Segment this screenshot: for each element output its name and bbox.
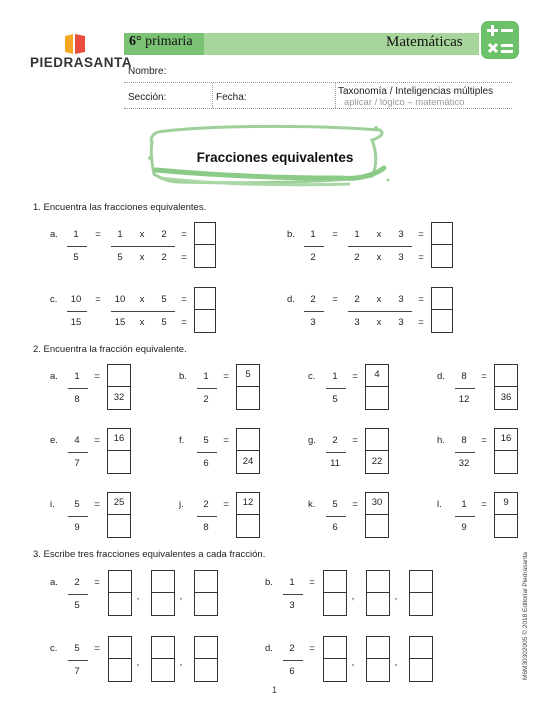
ex2-item-a-answer-box-bottom-value: 32 (113, 392, 125, 403)
ex2-item-h-answer-box-divider (494, 450, 518, 451)
ex1-item-c-answer-box[interactable] (194, 287, 216, 333)
ex2-item-k-letter: k. (308, 499, 316, 510)
ex2-item-a-answer-box-divider (107, 386, 131, 387)
ex1-item-c-given-numerator: 10 (70, 294, 82, 305)
ex2-item-h-answer-box-top-value: 16 (500, 433, 512, 444)
ex2-item-f-answer-box-bottom-value: 24 (242, 456, 254, 467)
ex1-item-b-equals: = (332, 229, 338, 240)
ex2-item-h-equals: = (481, 435, 487, 446)
ex2-item-j-given-numerator: 2 (203, 499, 209, 510)
ex2-item-e-answer-box-top-value: 16 (113, 433, 125, 444)
math-operations-icon (481, 21, 519, 59)
ex1-item-a-multiplier-top: 2 (161, 229, 167, 240)
ex2-item-f-letter: f. (179, 435, 185, 446)
ex1-item-d-equals-bottom: = (418, 317, 424, 328)
ex2-item-b-letter: b. (179, 371, 187, 382)
ex2-item-j-letter: j. (179, 499, 184, 510)
ex1-item-c-multiplier-bottom: 5 (161, 317, 167, 328)
ex1-item-b-answer-box[interactable] (431, 222, 453, 268)
exercise-2-instruction: 2. Encuentra la fracción equivalente. (33, 344, 187, 355)
ex2-item-f-answer-box-divider (236, 450, 260, 451)
ex2-item-k-answer-box-divider (365, 514, 389, 515)
ex3-item-a-given-bar (68, 594, 88, 595)
ex2-item-j-answer-box-divider (236, 514, 260, 515)
ex2-item-e-given-denominator: 7 (74, 458, 80, 469)
ex2-item-a-equals: = (94, 371, 100, 382)
ex3-item-c-given-numerator: 5 (74, 643, 80, 654)
ex3-item-b-equals: = (309, 577, 315, 588)
ex1-item-b-rewrite-numerator: 1 (354, 229, 360, 240)
ex1-item-b-times-top: x (376, 229, 382, 240)
ex2-item-l-given-numerator: 1 (461, 499, 467, 510)
ex2-item-l-given-bar (455, 516, 475, 517)
page-number: 1 (272, 685, 278, 695)
ex3-item-c-given-denominator: 7 (74, 666, 80, 677)
ex2-item-g-given-denominator: 11 (330, 458, 340, 469)
ex3-item-d-given-bar (283, 660, 303, 661)
ex3-item-d-answer-box-3[interactable] (409, 636, 433, 682)
ex2-item-a-given-bar (68, 388, 88, 389)
brand-logo-icon (63, 33, 87, 55)
ex2-item-b-given-bar (197, 388, 217, 389)
ex3-item-a-given-numerator: 2 (74, 577, 80, 588)
ex1-item-a-equals-bottom: = (181, 252, 187, 263)
ex2-item-l-answer-box-top-value: 9 (503, 497, 509, 508)
ex3-item-b-given-denominator: 3 (289, 600, 295, 611)
ex3-item-a-answer-box-3-divider (194, 592, 218, 593)
ex2-item-d-given-denominator: 12 (458, 394, 470, 405)
ex2-item-f-given-numerator: 5 (203, 435, 209, 446)
ex1-item-c-equals: = (95, 294, 101, 305)
name-line (124, 82, 512, 83)
ex3-item-a-comma-2: , (179, 591, 183, 602)
subject-label: Matemáticas (386, 34, 463, 50)
ex1-item-d-given-numerator: 2 (310, 294, 316, 305)
ex1-item-d-long-bar (350, 311, 412, 312)
ex1-item-b-given-bar (304, 246, 324, 247)
ex1-item-d-given-denominator: 3 (310, 317, 316, 328)
ex1-item-c-rewrite-numerator: 10 (114, 294, 126, 305)
ex1-item-d-multiplier-top: 3 (398, 294, 404, 305)
ex2-item-e-equals: = (94, 435, 100, 446)
ex1-item-c-multiplier-top: 5 (161, 294, 167, 305)
ex1-item-c-times-bottom: x (139, 317, 145, 328)
ex2-item-f-answer-box[interactable] (236, 428, 260, 474)
ex2-item-k-given-numerator: 5 (332, 499, 338, 510)
grade-number: 6° (129, 34, 142, 49)
ex2-item-i-answer-box-divider (107, 514, 131, 515)
ex1-item-b-rewrite-denominator: 2 (354, 252, 360, 263)
ex1-item-c-given-denominator: 15 (70, 317, 82, 328)
ex1-item-a-given-denominator: 5 (73, 252, 79, 263)
ex3-item-d-given-denominator: 6 (289, 666, 295, 677)
ex1-item-a-rewrite-denominator: 5 (117, 252, 123, 263)
exercise-1-instruction: 1. Encuentra las fracciones equivalentes. (33, 202, 207, 213)
ex3-item-c-letter: c. (50, 643, 58, 654)
ex2-item-l-letter: l. (437, 499, 442, 510)
ex1-item-b-answer-box-divider (431, 244, 453, 245)
ex2-item-d-answer-box-bottom-value: 36 (500, 392, 512, 403)
ex2-item-h-letter: h. (437, 435, 445, 446)
date-divider (335, 83, 336, 108)
ex1-item-d-equals: = (332, 294, 338, 305)
ex2-item-k-equals: = (352, 499, 358, 510)
ex1-item-c-long-bar (113, 311, 175, 312)
ex2-item-d-answer-box-divider (494, 386, 518, 387)
ex2-item-j-answer-box-top-value: 12 (242, 497, 254, 508)
ex3-item-b-given-numerator: 1 (289, 577, 295, 588)
brand-name: PIEDRASANTA (30, 55, 133, 70)
ex2-item-e-given-bar (68, 452, 88, 453)
taxonomy-label: Taxonomía / Inteligencias múltiples (338, 86, 494, 97)
section-label: Sección: (128, 92, 167, 103)
ex2-item-c-equals: = (352, 371, 358, 382)
date-label: Fecha: (216, 92, 247, 103)
side-copyright: M6M30302005 © 2018 Editorial Piedrasanta (522, 551, 529, 680)
ex2-item-f-equals: = (223, 435, 229, 446)
exercise-3-instruction: 3. Escribe tres fracciones equivalentes a cada fracción. (33, 549, 266, 560)
ex2-item-g-answer-box-bottom-value: 22 (371, 456, 383, 467)
ex1-item-d-equals-top: = (418, 294, 424, 305)
ex3-item-a-given-denominator: 5 (74, 600, 80, 611)
ex3-item-a-answer-box-3[interactable] (194, 570, 218, 616)
ex2-item-a-letter: a. (50, 371, 58, 382)
ex2-item-j-given-bar (197, 516, 217, 517)
ex2-item-g-given-bar (326, 452, 346, 453)
ex1-item-d-answer-box[interactable] (431, 287, 453, 333)
ex2-item-f-given-denominator: 6 (203, 458, 209, 469)
ex2-item-g-given-numerator: 2 (332, 435, 338, 446)
ex1-item-d-given-bar (304, 311, 324, 312)
ex3-item-c-given-bar (68, 660, 88, 661)
ex2-item-a-given-denominator: 8 (74, 394, 80, 405)
ex3-item-c-comma-1: , (136, 657, 140, 668)
ex1-item-c-equals-bottom: = (181, 317, 187, 328)
ex2-item-a-answer-box[interactable] (107, 364, 131, 410)
ex2-item-k-given-bar (326, 516, 346, 517)
ex2-item-e-given-numerator: 4 (74, 435, 80, 446)
ex2-item-a-given-numerator: 1 (74, 371, 80, 382)
ex2-item-j-given-denominator: 8 (203, 522, 209, 533)
ex1-item-c-times-top: x (139, 294, 145, 305)
ex1-item-a-given-numerator: 1 (73, 229, 79, 240)
section-line (124, 108, 512, 109)
section-divider (212, 83, 213, 108)
ex2-item-i-given-denominator: 9 (74, 522, 80, 533)
ex3-item-b-comma-1: , (351, 591, 355, 602)
ex1-item-a-letter: a. (50, 229, 58, 240)
ex2-item-b-answer-box-top-value: 5 (245, 369, 251, 380)
ex1-item-a-equals-top: = (181, 229, 187, 240)
ex2-item-d-equals: = (481, 371, 487, 382)
ex1-item-b-equals-top: = (418, 229, 424, 240)
ex1-item-c-given-bar (67, 311, 87, 312)
ex2-item-h-given-bar (455, 452, 475, 453)
ex2-item-i-equals: = (94, 499, 100, 510)
ex2-item-g-equals: = (352, 435, 358, 446)
ex1-item-c-rewrite-denominator: 15 (114, 317, 126, 328)
ex3-item-c-answer-box-3[interactable] (194, 636, 218, 682)
ex3-item-d-comma-2: , (394, 657, 398, 668)
name-label: Nombre: (128, 66, 167, 77)
ex1-item-a-long-bar (113, 246, 175, 247)
ex3-item-c-comma-2: , (179, 657, 183, 668)
ex2-item-h-given-denominator: 32 (458, 458, 470, 469)
ex1-item-a-answer-box[interactable] (194, 222, 216, 268)
ex2-item-e-answer-box-divider (107, 450, 131, 451)
ex3-item-d-equals: = (309, 643, 315, 654)
ex1-item-c-letter: c. (50, 294, 58, 305)
ex2-item-e-letter: e. (50, 435, 58, 446)
ex1-item-a-times-bottom: x (139, 252, 145, 263)
grade-word: primaria (145, 34, 193, 49)
ex2-item-d-letter: d. (437, 371, 445, 382)
ex3-item-d-answer-box-3-divider (409, 658, 433, 659)
ex2-item-c-given-numerator: 1 (332, 371, 338, 382)
ex1-item-b-long-bar (350, 246, 412, 247)
ex2-item-i-given-bar (68, 516, 88, 517)
ex2-item-g-letter: g. (308, 435, 316, 446)
ex1-item-a-answer-box-divider (194, 244, 216, 245)
ex3-item-a-comma-1: , (136, 591, 140, 602)
ex2-item-i-letter: i. (50, 499, 55, 510)
ex2-item-i-answer-box-top-value: 25 (113, 497, 125, 508)
ex2-item-d-given-bar (455, 388, 475, 389)
ex2-item-d-answer-box[interactable] (494, 364, 518, 410)
ex1-item-b-given-denominator: 2 (310, 252, 316, 263)
ex1-item-d-times-top: x (376, 294, 382, 305)
ex1-item-d-answer-box-divider (431, 309, 453, 310)
ex2-item-b-equals: = (223, 371, 229, 382)
ex1-item-d-rewrite-numerator: 2 (354, 294, 360, 305)
ex2-item-k-given-denominator: 6 (332, 522, 338, 533)
ex3-item-b-answer-box-3-divider (409, 592, 433, 593)
ex1-item-b-letter: b. (287, 229, 295, 240)
ex2-item-h-given-numerator: 8 (461, 435, 467, 446)
ex3-item-a-equals: = (94, 577, 100, 588)
ex2-item-b-given-numerator: 1 (203, 371, 209, 382)
ex1-item-b-given-numerator: 1 (310, 229, 316, 240)
ex1-item-a-given-bar (67, 246, 87, 247)
ex1-item-b-times-bottom: x (376, 252, 382, 263)
ex1-item-a-equals: = (95, 229, 101, 240)
ex2-item-f-given-bar (197, 452, 217, 453)
taxonomy-values: aplicar / lógico – matemático (344, 97, 465, 108)
ex2-item-b-given-denominator: 2 (203, 394, 209, 405)
ex2-item-d-given-numerator: 8 (461, 371, 467, 382)
page-title: Fracciones equivalentes (196, 150, 354, 165)
ex1-item-c-equals-top: = (181, 294, 187, 305)
ex1-item-a-times-top: x (139, 229, 145, 240)
ex3-item-a-letter: a. (50, 577, 58, 588)
ex1-item-b-multiplier-bottom: 3 (398, 252, 404, 263)
ex1-item-d-rewrite-denominator: 3 (354, 317, 360, 328)
ex2-item-l-given-denominator: 9 (461, 522, 467, 533)
ex3-item-d-letter: d. (265, 643, 273, 654)
ex2-item-l-answer-box-divider (494, 514, 518, 515)
ex2-item-i-given-numerator: 5 (74, 499, 80, 510)
ex2-item-g-answer-box-divider (365, 450, 389, 451)
ex2-item-c-given-denominator: 5 (332, 394, 338, 405)
ex3-item-b-answer-box-3[interactable] (409, 570, 433, 616)
ex1-item-a-rewrite-numerator: 1 (117, 229, 123, 240)
grade-label (129, 34, 193, 50)
ex2-item-c-answer-box-divider (365, 386, 389, 387)
ex3-item-d-comma-1: , (351, 657, 355, 668)
ex3-item-d-given-numerator: 2 (289, 643, 295, 654)
ex3-item-b-letter: b. (265, 577, 273, 588)
ex2-item-c-letter: c. (308, 371, 316, 382)
ex1-item-d-times-bottom: x (376, 317, 382, 328)
ex2-item-c-answer-box-top-value: 4 (374, 369, 380, 380)
ex2-item-b-answer-box-divider (236, 386, 260, 387)
ex1-item-a-multiplier-bottom: 2 (161, 252, 167, 263)
ex3-item-c-answer-box-3-divider (194, 658, 218, 659)
ex1-item-b-equals-bottom: = (418, 252, 424, 263)
ex3-item-b-comma-2: , (394, 591, 398, 602)
ex2-item-g-answer-box[interactable] (365, 428, 389, 474)
ex1-item-d-multiplier-bottom: 3 (398, 317, 404, 328)
ex1-item-d-letter: d. (287, 294, 295, 305)
ex1-item-b-multiplier-top: 3 (398, 229, 404, 240)
ex2-item-l-equals: = (481, 499, 487, 510)
ex1-item-c-answer-box-divider (194, 309, 216, 310)
ex2-item-j-equals: = (223, 499, 229, 510)
ex3-item-c-equals: = (94, 643, 100, 654)
ex2-item-k-answer-box-top-value: 30 (371, 497, 383, 508)
ex3-item-b-given-bar (283, 594, 303, 595)
ex2-item-c-given-bar (326, 388, 346, 389)
